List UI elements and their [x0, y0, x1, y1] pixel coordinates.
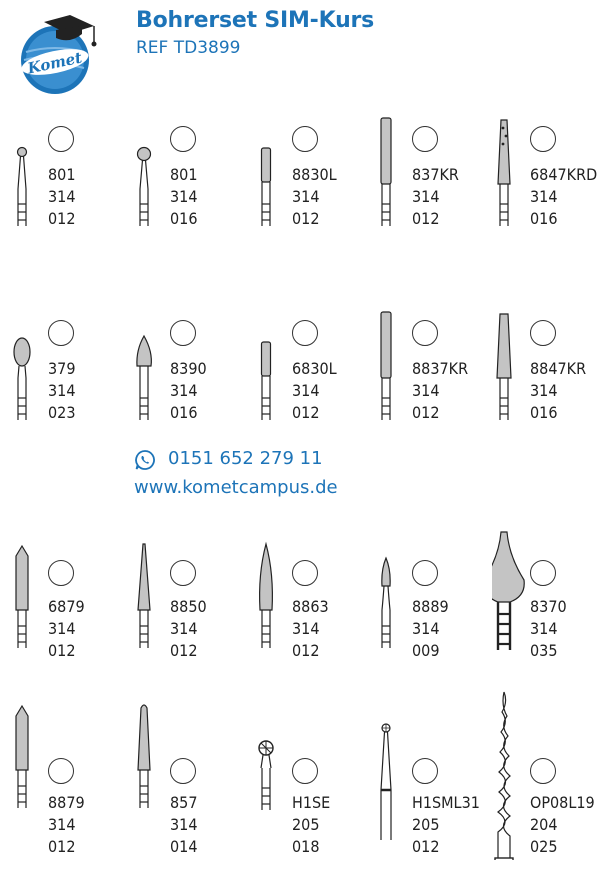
- shank-code: 314: [48, 619, 76, 638]
- shank-code: 314: [170, 619, 198, 638]
- figure-number: 801: [170, 165, 198, 184]
- rounded-taper-drawing: [132, 690, 168, 860]
- figure-number: 8863: [292, 597, 329, 616]
- shank-code: 314: [292, 381, 320, 400]
- cylinder-short-drawing: [254, 114, 290, 244]
- reference-number: REF TD3899: [136, 38, 241, 58]
- size-code: 014: [170, 837, 198, 856]
- figure-number: 6830L: [292, 359, 337, 378]
- shank-code: 314: [412, 187, 440, 206]
- instrument-code: [292, 792, 330, 858]
- logo-wordmark: Komet: [25, 48, 84, 78]
- cylinder-long-drawing: [374, 308, 410, 438]
- cylinder-short-drawing: [254, 308, 290, 438]
- instrument-code: [48, 164, 75, 230]
- figure-number: 6847KRD: [530, 165, 598, 184]
- instrument-8830l: [254, 114, 374, 294]
- size-code: 035: [530, 641, 558, 660]
- instrument-h1se: [254, 690, 374, 870]
- quantity-checkbox[interactable]: [412, 320, 438, 346]
- quantity-checkbox[interactable]: [530, 758, 556, 784]
- shank-code: 314: [170, 381, 198, 400]
- instrument-h1sml31: [374, 690, 494, 870]
- quantity-checkbox[interactable]: [170, 560, 196, 586]
- size-code: 009: [412, 641, 440, 660]
- needle-taper-drawing: [132, 530, 168, 660]
- size-code: 025: [530, 837, 558, 856]
- needle-thin-drawing: [374, 530, 410, 660]
- figure-number: 8837KR: [412, 359, 469, 378]
- instrument-8837kr: [374, 308, 494, 488]
- whatsapp-icon: [134, 449, 156, 471]
- size-code: 016: [170, 403, 198, 422]
- phone-number[interactable]: 0151 652 279 11: [168, 448, 323, 469]
- page-title: Bohrerset SIM-Kurs: [136, 8, 375, 33]
- pointed-long-drawing: [10, 530, 46, 660]
- instrument-code: [530, 792, 595, 858]
- round-bur-drawing: [254, 690, 290, 860]
- file-drawing: [492, 690, 528, 860]
- instrument-code: [292, 358, 337, 424]
- quantity-checkbox[interactable]: [412, 560, 438, 586]
- size-code: 016: [530, 209, 558, 228]
- figure-number: 8889: [412, 597, 449, 616]
- shank-code: 205: [412, 815, 440, 834]
- figure-number: 6879: [48, 597, 85, 616]
- quantity-checkbox[interactable]: [48, 320, 74, 346]
- instrument-code: [48, 596, 85, 662]
- quantity-checkbox[interactable]: [412, 758, 438, 784]
- size-code: 012: [48, 641, 76, 660]
- instrument-8847kr: [492, 308, 607, 488]
- size-code: 012: [48, 209, 76, 228]
- figure-number: OP08L19: [530, 793, 595, 812]
- figure-number: 8370: [530, 597, 567, 616]
- instrument-code: [292, 596, 329, 662]
- instrument-code: [170, 164, 197, 230]
- instrument-code: [48, 792, 85, 858]
- figure-number: H1SML31: [412, 793, 480, 812]
- quantity-checkbox[interactable]: [48, 758, 74, 784]
- instrument-8879: [10, 690, 130, 870]
- bulb-drawing: [492, 530, 528, 660]
- figure-number: 379: [48, 359, 76, 378]
- instrument-8370: [492, 530, 607, 710]
- figure-number: 8847KR: [530, 359, 587, 378]
- cylinder-long-drawing: [374, 114, 410, 244]
- instrument-8889: [374, 530, 494, 710]
- instrument-code: [170, 792, 197, 858]
- shank-code: 314: [48, 815, 76, 834]
- size-code: 016: [170, 209, 198, 228]
- instrument-code: [170, 596, 207, 662]
- figure-number: 801: [48, 165, 76, 184]
- size-code: 018: [292, 837, 320, 856]
- shank-code: 314: [170, 815, 198, 834]
- website-link[interactable]: www.kometcampus.de: [134, 477, 338, 498]
- instrument-op08l19: [492, 690, 607, 870]
- instrument-379: [10, 308, 130, 488]
- size-code: 012: [412, 403, 440, 422]
- quantity-checkbox[interactable]: [292, 320, 318, 346]
- size-code: 012: [412, 837, 440, 856]
- instrument-8863: [254, 530, 374, 710]
- figure-number: 8879: [48, 793, 85, 812]
- shank-code: 314: [412, 381, 440, 400]
- shank-code: 314: [292, 619, 320, 638]
- flame-long-drawing: [254, 530, 290, 660]
- instrument-code: [530, 596, 567, 662]
- instrument-857: [132, 690, 252, 870]
- instrument-code: [412, 358, 468, 424]
- instrument-code: [170, 358, 207, 424]
- figure-number: H1SE: [292, 793, 331, 812]
- size-code: 016: [530, 403, 558, 422]
- instrument-801: [10, 114, 130, 294]
- instrument-6847krd: [492, 114, 607, 294]
- shank-code: 204: [530, 815, 558, 834]
- quantity-checkbox[interactable]: [530, 560, 556, 586]
- instrument-801: [132, 114, 252, 294]
- quantity-checkbox[interactable]: [48, 126, 74, 152]
- flame-short-drawing: [132, 308, 168, 438]
- taper-long-drawing: [492, 308, 528, 438]
- shank-code: 314: [48, 381, 76, 400]
- shank-code: 314: [292, 187, 320, 206]
- instrument-code: [48, 358, 75, 424]
- shank-code: 314: [530, 187, 558, 206]
- quantity-checkbox[interactable]: [170, 758, 196, 784]
- shank-code: 314: [412, 619, 440, 638]
- shank-code: 314: [170, 187, 198, 206]
- size-code: 012: [292, 209, 320, 228]
- header: [0, 0, 607, 110]
- taper-dotted-drawing: [492, 114, 528, 244]
- shank-code: 314: [530, 619, 558, 638]
- size-code: 012: [170, 641, 198, 660]
- figure-number: 837KR: [412, 165, 459, 184]
- quantity-checkbox[interactable]: [530, 126, 556, 152]
- shank-code: 205: [292, 815, 320, 834]
- figure-number: 8850: [170, 597, 207, 616]
- figure-number: 8830L: [292, 165, 337, 184]
- instrument-837kr: [374, 114, 494, 294]
- figure-number: 8390: [170, 359, 207, 378]
- figure-number: 857: [170, 793, 198, 812]
- instrument-code: [412, 164, 459, 230]
- size-code: 023: [48, 403, 76, 422]
- instrument-code: [530, 164, 597, 230]
- instrument-6879: [10, 530, 130, 710]
- shank-code: 314: [530, 381, 558, 400]
- ball-small-drawing: [10, 114, 46, 244]
- instrument-code: [530, 358, 586, 424]
- pointed-long-drawing: [10, 690, 46, 860]
- quantity-checkbox[interactable]: [48, 560, 74, 586]
- instrument-8850: [132, 530, 252, 710]
- ball-medium-drawing: [132, 114, 168, 244]
- size-code: 012: [412, 209, 440, 228]
- size-code: 012: [48, 837, 76, 856]
- quantity-checkbox[interactable]: [292, 560, 318, 586]
- egg-drawing: [10, 308, 46, 438]
- size-code: 012: [292, 403, 320, 422]
- quantity-checkbox[interactable]: [170, 320, 196, 346]
- quantity-checkbox[interactable]: [170, 126, 196, 152]
- instrument-code: [412, 792, 480, 858]
- komet-logo: [10, 8, 100, 98]
- instrument-code: [412, 596, 449, 662]
- quantity-checkbox[interactable]: [292, 758, 318, 784]
- long-neck-bur-drawing: [374, 690, 410, 860]
- size-code: 012: [292, 641, 320, 660]
- shank-code: 314: [48, 187, 76, 206]
- quantity-checkbox[interactable]: [412, 126, 438, 152]
- instrument-code: [292, 164, 337, 230]
- quantity-checkbox[interactable]: [292, 126, 318, 152]
- quantity-checkbox[interactable]: [530, 320, 556, 346]
